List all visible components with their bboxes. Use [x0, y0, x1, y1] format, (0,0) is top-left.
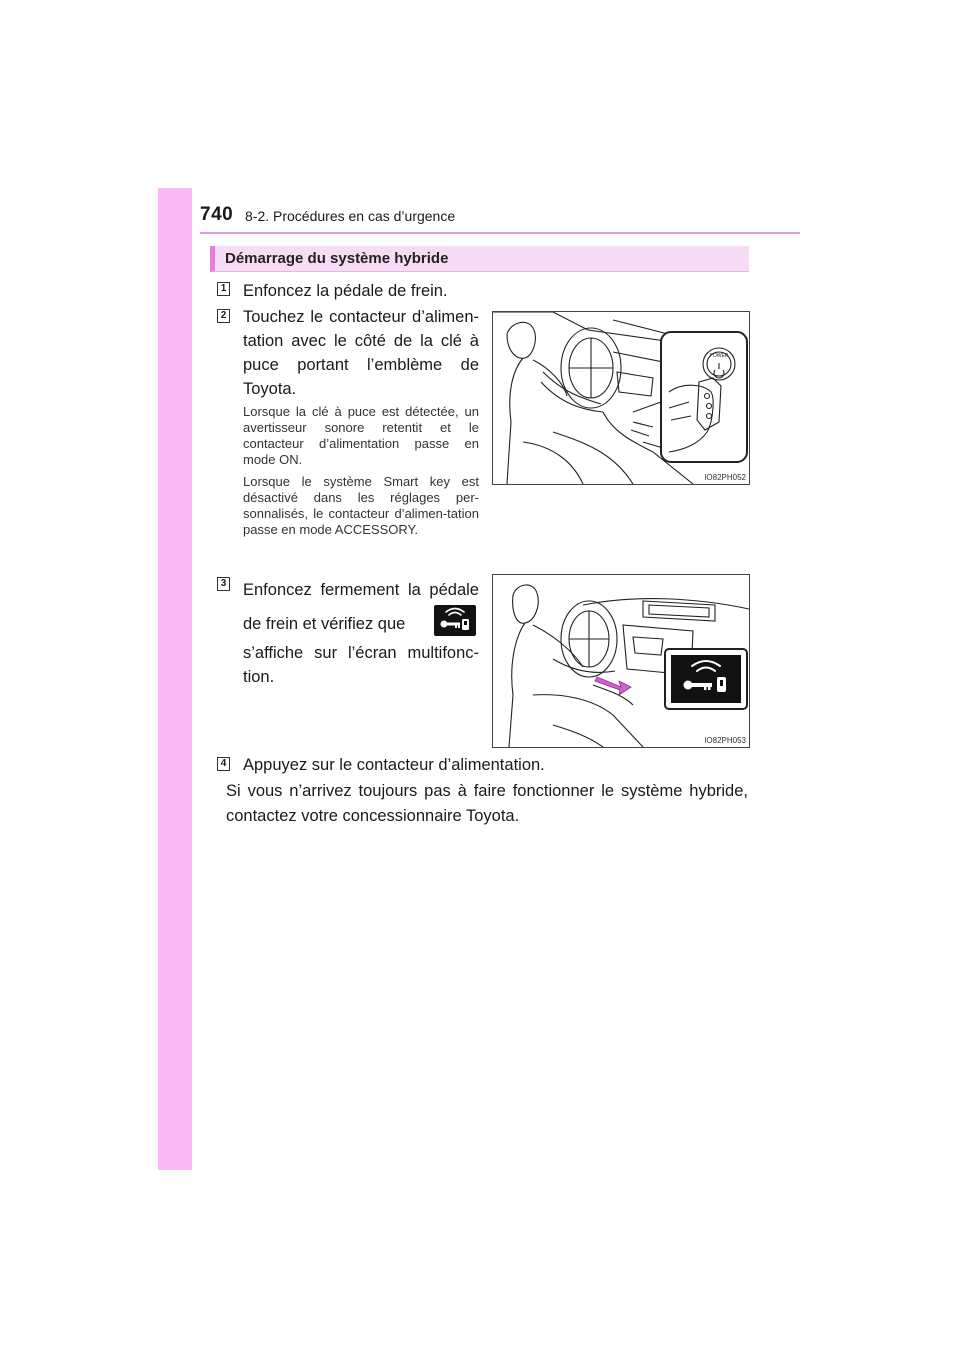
ready-indicator-icon [434, 605, 476, 636]
key-signal-icon [434, 605, 476, 636]
illustration-driver-pressing-brake [493, 575, 749, 747]
section-header [210, 246, 749, 272]
chapter-tab-band [158, 188, 192, 1170]
figure-code-1: IO82PH052 [704, 473, 746, 482]
figure-code-2: IO82PH053 [704, 736, 746, 745]
step-1-text: Enfoncez la pédale de frein. [243, 282, 448, 300]
step-2-note-2: Lorsque le système Smart key est désactivé dans les réglages per-sonnalisés, le contacteur d’alimen-tation passe en mode ACCESSORY. [243, 474, 479, 537]
header-divider [200, 232, 800, 234]
figure-ready-indicator [492, 574, 750, 748]
step-number-3: 3 [217, 577, 230, 591]
step-4-text: Appuyez sur le contacteur d’alimentation. [243, 756, 545, 774]
illustration-driver-touching-power-switch [493, 312, 749, 484]
step-2-text: Touchez le contacteur d’alimen-tation avec le côté de la clé à puce portant l’emblème de Toyota. [243, 308, 479, 398]
step-3-text-after-icon: s’affiche sur l’écran multifonc-tion. [243, 644, 479, 686]
closing-paragraph: Si vous n’arrivez toujours pas à faire fonctionner le système hybride, contactez votre concessionnaire Toyota. [226, 782, 748, 825]
step-number-1: 1 [217, 282, 230, 296]
figure-power-switch [492, 311, 750, 485]
step-number-2: 2 [217, 309, 230, 323]
step-3-text-before-icon: Enfoncez fermement la pédale de frein et vérifiez que [243, 581, 479, 633]
step-number-4: 4 [217, 757, 230, 771]
step-2-note-1: Lorsque la clé à puce est détectée, un avertisseur sonore retentit et le contacteur d’alimentation passe en mode ON. [243, 404, 479, 467]
chapter-title: 8-2. Procédures en cas d’urgence [245, 208, 456, 224]
section-title: Démarrage du système hybride [225, 250, 449, 267]
page-number: 740 [200, 204, 234, 225]
power-label: POWER [709, 353, 729, 359]
